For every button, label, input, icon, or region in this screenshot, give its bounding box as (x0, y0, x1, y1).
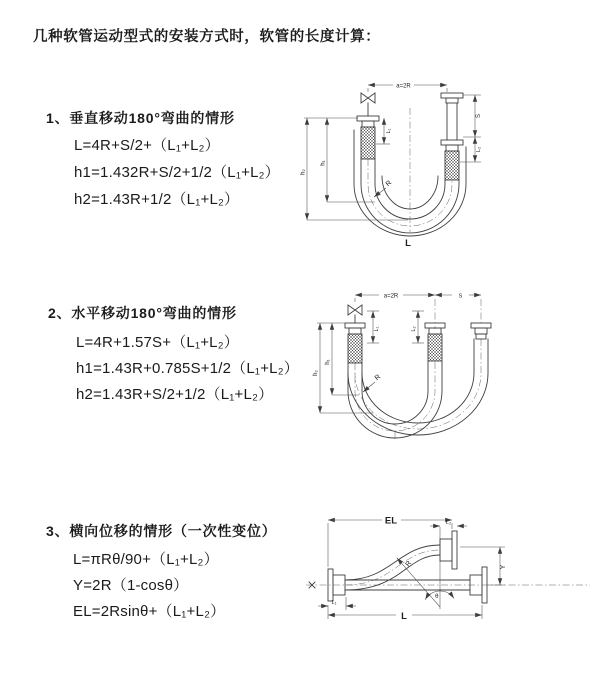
page-title: 几种软管运动型式的安装方式时，软管的长度计算： (33, 29, 381, 45)
hose-arcs (348, 339, 488, 438)
dim-label-theta: θ (435, 594, 439, 600)
formula-line: h2=1.43R+S/2+1/2（L₁+L₂） (76, 386, 274, 403)
dim-label-s: S (476, 113, 482, 119)
braided-hose-middle (428, 334, 442, 361)
braided-hose-right (445, 151, 459, 180)
section-1-heading: 1、垂直移动180°弯曲的情形 (46, 110, 235, 126)
dim-label-length: L (401, 611, 407, 622)
section-2-heading: 2、水平移动180°弯曲的情形 (48, 305, 237, 321)
dim-label-l2: L₂ (445, 520, 452, 526)
dimensions (317, 295, 481, 413)
right-union (441, 93, 463, 151)
formula-line: L=πRθ/90+（L₁+L₂） (73, 551, 219, 568)
valve-icon (348, 305, 362, 323)
braided-hose-left (361, 127, 375, 159)
centerlines (368, 108, 452, 232)
diagram-horizontal-180-bend (303, 283, 595, 462)
dim-label-l2: L₂ (411, 326, 417, 332)
dimensions (318, 520, 505, 619)
left-flange (357, 116, 379, 127)
dim-label-h1: h₁ (325, 359, 331, 365)
diagram-vertical-180-bend (300, 72, 595, 269)
dim-label-radius: R (404, 559, 414, 569)
dim-label-h2: h₂ (313, 370, 319, 376)
formula-line: h1=1.43R+0.785S+1/2（L₁+L₂） (76, 360, 299, 377)
left-flange (345, 323, 365, 334)
formula-line: Y=2R（1-cosθ） (73, 577, 189, 594)
dim-label-radius: R (384, 179, 394, 189)
right-flange (471, 323, 491, 339)
dim-label-l1: L₁ (374, 326, 380, 332)
formula-line: L=4R+1.57S+（L₁+L₂） (76, 334, 239, 351)
valve-icon (361, 93, 375, 116)
dim-label-l1: L₁ (386, 128, 392, 134)
dim-label-l1: L₁ (331, 600, 337, 606)
s-curve-hose (345, 545, 440, 590)
dim-label-radius: R (373, 373, 383, 383)
diagram-lateral-displacement (300, 505, 595, 655)
dim-label-length: L (405, 238, 411, 249)
dim-label-h1: h₁ (320, 160, 327, 166)
formula-line: h1=1.432R+S/2+1/2（L₁+L₂） (74, 164, 280, 181)
dim-label-l2: L₂ (476, 146, 482, 153)
dim-label-y: Y (500, 564, 507, 570)
formula-line: L=4R+S/2+（L₁+L₂） (74, 137, 220, 154)
dim-label-span: a=2R (383, 293, 399, 300)
upper-right-flange (440, 531, 457, 569)
hose-assembly (309, 527, 487, 609)
braided-hose-left (348, 334, 362, 363)
dim-label-el: EL (384, 515, 398, 527)
dim-label-h2: h₂ (300, 169, 307, 175)
dim-label-span: a=2R (396, 83, 411, 90)
formula-line: h2=1.43R+1/2（L₁+L₂） (74, 191, 240, 208)
section-3-heading: 3、横向位移的情形（一次性变位） (46, 523, 277, 539)
formula-line: EL=2Rsinθ+（L₁+L₂） (73, 603, 226, 620)
dim-label-s: S (458, 293, 463, 300)
